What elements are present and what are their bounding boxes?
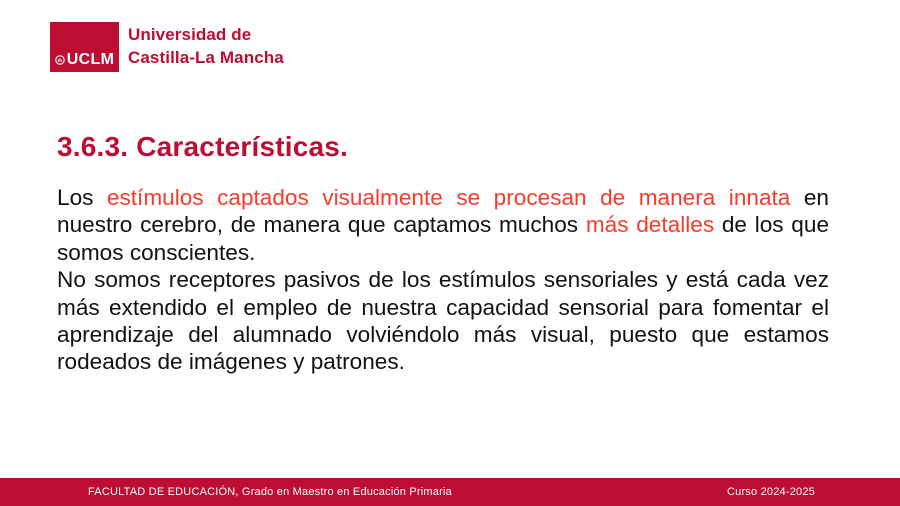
body-text: No somos receptores pasivos de los estímulos sensoriales y está cada vez más extendido el empleo de nuestra capacidad sensorial para fomentar el aprendizaje del alumnado volviéndolo más visual, puesto que estamos rodeados de imágenes y patrones. [57,267,829,375]
highlighted-text: estímulos captados visualmente se procesan de manera innata [106,185,791,210]
body-paragraph-1 [57,184,829,266]
uclm-logo [50,22,284,72]
body-text: Los [57,185,107,210]
highlighted-text: más detalles [585,212,715,238]
footer-faculty-text: FACULTAD DE EDUCACIÓN, Grado en Maestro en Educación Primaria [88,486,452,498]
university-name-line1: Universidad de [128,25,252,44]
body-paragraph-2 [57,266,829,376]
slide-body [57,184,829,376]
uclm-acronym: UCLM [66,51,115,68]
university-name-line2: Castilla-La Mancha [128,48,284,67]
university-name [128,23,284,69]
footer-bar [0,478,900,506]
body-text: en nuestro cerebro, de manera que captamos muchos [57,185,829,238]
footer-course-text: Curso 2024-2025 [726,486,815,498]
uclm-symbol-icon [55,55,65,65]
slide-title: 3.6.3. Características. [57,131,349,162]
body-text: de los que somos conscientes. [57,212,830,265]
uclm-logo-mark [50,22,119,72]
